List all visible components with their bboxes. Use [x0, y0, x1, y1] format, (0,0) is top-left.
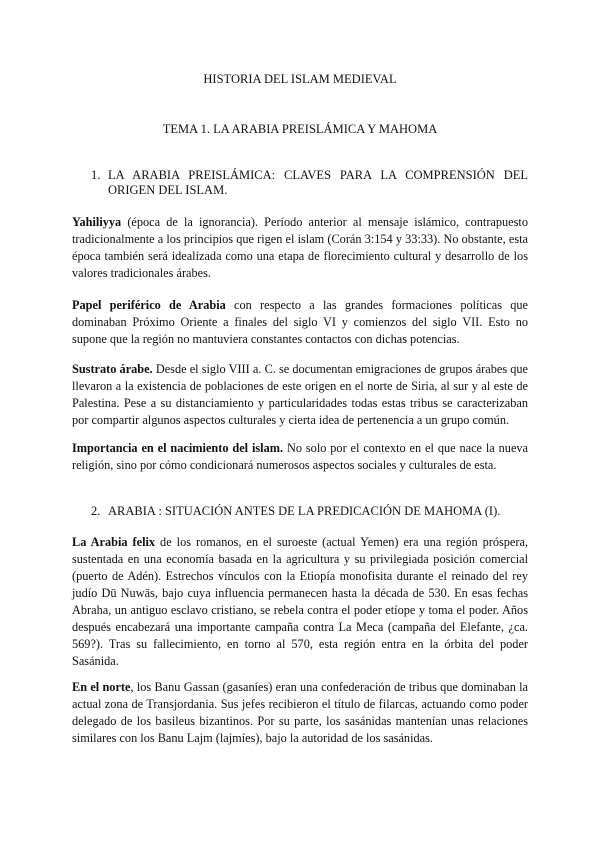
- section2-heading: ARABIA : SITUACIÓN ANTES DE LA PREDICACIÓN DE MAHOMA (I).: [108, 504, 501, 518]
- paragraph-lead: La Arabia felix: [72, 535, 156, 549]
- paragraph-yahiliyya: [72, 214, 528, 282]
- paragraph-arabia-felix: [72, 534, 528, 670]
- paragraph-text: , los Banu Gassan (gasaníes) eran una confederación de tribus que dominaban la actual zona de Transjordania. Sus jefes recibieron el título de filarcas, actuando como poder delegado de los basileus bizantinos. Por su parte, los sasánidas mantenían unas relaciones similares con los Banu Lajm (lajmíes), bajo la autoridad de los sasánidas.: [72, 680, 529, 745]
- paragraph-text: con respecto a las grandes formaciones políticas que dominaban Próximo Oriente a finales del siglo VI y comienzos del siglo VII. Esto no supone que la región no mantuviera constantes contactos con dichas potencias.: [72, 298, 529, 346]
- paragraph-lead: Sustrato árabe.: [72, 362, 153, 376]
- paragraph-lead: En el norte: [72, 680, 131, 694]
- paragraph-text: (época de la ignorancia). Período anterior al mensaje islámico, contrapuesto tradicionalmente a los principios que rigen el islam (Corán 3:154 y 33:33). No obstante, esta época también será idealizada como una etapa de florecimiento cultural y desarrollo de los valores tradicionales árabes.: [72, 215, 528, 280]
- document-subtitle: TEMA 1. LA ARABIA PREISLÁMICA Y MAHOMA: [162, 122, 438, 136]
- section2-number: 2.: [91, 504, 101, 518]
- paragraph-sustrato-arabe: [72, 361, 528, 429]
- paragraph-lead: Papel periférico de Arabia: [72, 298, 226, 312]
- section1-number: 1.: [91, 168, 101, 182]
- document-title: HISTORIA DEL ISLAM MEDIEVAL: [203, 72, 397, 86]
- paragraph-text: No solo por el contexto en el que nace la nueva religión, sino por cómo condicionará numerosos aspectos sociales y culturales de esta.: [72, 441, 529, 472]
- paragraph-text: Desde el siglo VIII a. C. se documentan emigraciones de grupos árabes que llevaron a la existencia de poblaciones de este origen en el norte de Siria, al sur y al este de Palestina. Pese a su distanciamiento y particularidades todas estas tribus se caracterizaban por compartir algunos aspectos culturales y cierta idea de pertenencia a un grupo común.: [72, 362, 529, 427]
- paragraph-lead: Yahiliyya: [72, 215, 122, 229]
- paragraph-text: de los romanos, en el suroeste (actual Yemen) era una región próspera, sustentada en una economía basada en la agricultura y su privilegiada posición comercial (puerto de Adén). Estrechos vínculos con la Etiopía monofisita durante el reinado del rey judío Dū Nuwās, bajo cuya influencia permanecen hasta la década de 530. En esas fechas Abraha, un antiguo esclavo cristiano, se rebela contra el poder etíope y toma el poder. Años después encabezará una importante campaña contra La Meca (campaña del Elefante, ¿ca. 569?). Tras su fallecimiento, en torno al 570, esta región entra en la órbita del poder Sasánida.: [72, 535, 528, 668]
- section1-heading: LA ARABIA PREISLÁMICA: CLAVES PARA LA COMPRENSIÓN DEL ORIGEN DEL ISLAM.: [108, 168, 528, 197]
- paragraph-en-el-norte: [72, 679, 528, 747]
- paragraph-papel-periferico: [72, 297, 528, 348]
- paragraph-lead: Importancia en el nacimiento del islam.: [72, 441, 284, 455]
- paragraph-importancia: [72, 440, 528, 474]
